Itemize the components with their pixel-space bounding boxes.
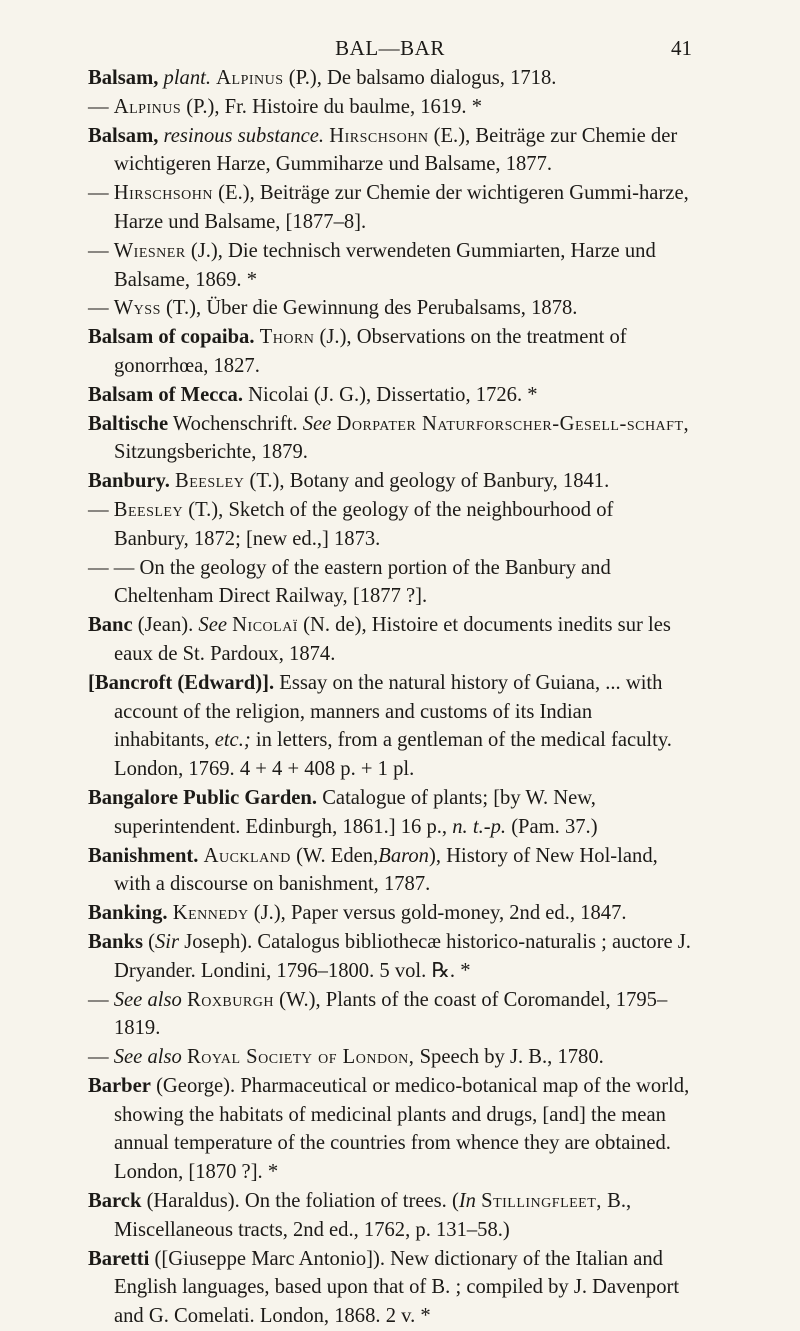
entry-text: (W. Eden,: [296, 844, 379, 867]
entry-text: (J.), Observations on the treatment of gonorrhœa, 1827.: [114, 326, 627, 377]
entry-author: Wyss: [113, 297, 161, 320]
entry-see: See: [198, 614, 227, 637]
entry-text: Joseph). Catalogus bibliothecæ historico-naturalis ; auctore J. Dryander. Londini, 1796–1800. 5 vol. ℞. *: [114, 930, 691, 982]
entry-see: See also: [113, 1046, 182, 1069]
entry: [88, 410, 692, 468]
entry-italic: Baron: [378, 844, 429, 867]
entry-author: Beesley: [175, 470, 245, 493]
entry-heading: Barber: [88, 1074, 151, 1097]
entry-author: Wiesner: [113, 239, 186, 262]
entry-dash: —: [88, 95, 109, 118]
entry-dash: —: [88, 239, 109, 262]
entry: [88, 496, 692, 554]
entry-heading: Bangalore Public Garden.: [88, 786, 318, 809]
entry-author: Hirschsohn: [329, 124, 429, 147]
entry-text: (Jean).: [137, 614, 194, 637]
entry-author: Royal Society of London,: [186, 1046, 415, 1069]
entry-text: (E.), Beiträge zur Chemie der wichtigeren Harze, Gummiharze und Balsame, 1877.: [114, 124, 678, 176]
entry-dash: —: [88, 498, 109, 521]
entry: [88, 64, 692, 93]
entry-heading: Balsam of copaiba.: [88, 326, 255, 349]
entry-dash: —: [88, 988, 109, 1011]
entry-text: (T.), Sketch of the geology of the neighbourhood of Banbury, 1872; [new ed.,] 1873.: [114, 498, 614, 550]
entry: [88, 669, 692, 784]
entry: [88, 554, 692, 612]
entry: [88, 986, 692, 1044]
entry: [88, 294, 692, 323]
entry-dash: —: [88, 297, 109, 320]
entry-author: Alpinus: [216, 67, 284, 89]
entry: [88, 323, 692, 381]
entry-text: On the geology of the eastern portion of the Banbury and Cheltenham Direct Railway, [1877 ?].: [114, 556, 611, 608]
entry: [88, 1245, 692, 1331]
entry-text: Wochenschrift.: [172, 412, 298, 435]
entry: [88, 1187, 692, 1245]
entry-text: (W.), Plants of the coast of Coromandel, 1795–1819.: [114, 988, 668, 1040]
entry-text: ([Giuseppe Marc Antonio]). New dictionary of the Italian and English languages, based upon that of B. ; compiled by J. Davenport and G. Comelati. London, 1868. 2 v. *: [114, 1247, 680, 1328]
entry-text: (T.), Botany and geology of Banbury, 1841.: [249, 470, 610, 493]
entry-author: Auckland: [203, 844, 291, 867]
entry-dash: — —: [88, 556, 135, 579]
entry-author: Roxburgh: [186, 988, 274, 1011]
entry-text: Speech by J. B., 1780.: [419, 1046, 604, 1069]
entry: [88, 179, 692, 237]
entry-italic: In: [458, 1190, 476, 1213]
entry-heading: Banks: [88, 930, 143, 953]
entry-text: (P.), Fr. Histoire du baulme, 1619. *: [186, 95, 483, 118]
page-number: 41: [671, 36, 692, 60]
entry-text: in letters, from a gentleman of the medical faculty. London, 1769. 4 + 4 + 408 p. + 1 pl.: [114, 729, 672, 781]
entry: [88, 237, 692, 295]
entry-author: Kennedy: [172, 902, 249, 925]
entry-text: (George). Pharmaceutical or medico-botanical map of the world, showing the habitats of medicinal plants and drugs, [and] the mean annual temperature of the countries from whence they are obtained. London, [1870 ?]. *: [114, 1074, 690, 1184]
entry-text: Sitzungsberichte, 1879.: [114, 441, 308, 464]
entry-heading: Banking.: [88, 902, 168, 925]
entry-heading: Baltische: [88, 412, 169, 435]
entry-text: (P.), De balsamo dialogus, 1718.: [288, 67, 557, 89]
entry-subheading: plant.: [163, 67, 212, 89]
entry-author: Nicolaï: [232, 614, 298, 637]
running-head: BAL—BAR: [335, 36, 445, 60]
entry-italic: n. t.-p.: [452, 815, 507, 838]
entry-text: (J.), Paper versus gold-money, 2nd ed., 1847.: [253, 902, 627, 925]
entry: [88, 899, 692, 928]
entry-text: (J.), Die technisch verwendeten Gummiarten, Harze und Balsame, 1869. *: [114, 239, 656, 291]
entry: [88, 122, 692, 180]
entry-text: Nicolai (J. G.), Dissertatio, 1726. *: [248, 383, 538, 406]
entry-subheading: resinous substance.: [163, 124, 325, 147]
entry-text: (Haraldus). On the foliation of trees. (: [146, 1190, 459, 1213]
entry-heading: Balsam,: [88, 124, 159, 147]
entry-dash: —: [88, 182, 109, 205]
entry-dash: —: [88, 1046, 109, 1069]
entry-italic: Sir: [154, 930, 180, 953]
entry-text: (Pam. 37.): [511, 815, 598, 838]
entry: [88, 611, 692, 669]
entry-text: Essay on the natural history of Guiana, ... with account of the religion, manners and customs of its Indian inhabitants,: [114, 671, 663, 752]
entry-author: Beesley: [113, 498, 184, 521]
entry-list: [88, 64, 692, 1331]
entry-heading: [Bancroft (Edward)].: [88, 671, 275, 694]
entry-heading: Balsam,: [88, 67, 159, 89]
entry-heading: Baretti: [88, 1247, 150, 1270]
entry-author: Thorn: [259, 326, 315, 349]
entry: [88, 381, 692, 410]
entry-text: B., Miscellaneous tracts, 2nd ed., 1762, p. 131–58.): [114, 1190, 632, 1241]
entry: [88, 928, 692, 986]
entry-heading: Balsam of Mecca.: [88, 383, 243, 406]
entry-author: Dorpater Naturforscher-Gesell-schaft,: [336, 412, 690, 435]
entry-text: (E.), Beiträge zur Chemie der wichtigeren Gummi-harze, Harze und Balsame, [1877–8].: [114, 182, 689, 233]
entry-heading: Banbury.: [88, 470, 170, 493]
entry: [88, 467, 692, 496]
page-header: [88, 36, 692, 62]
entry-text: (N. de), Histoire et documents inedits sur les eaux de St. Pardoux, 1874.: [114, 614, 671, 665]
entry-author: Hirschsohn: [113, 182, 213, 205]
entry: [88, 1072, 692, 1187]
entry: [88, 842, 692, 900]
entry-text: Catalogue of plants; [by W. New, superintendent. Edinburgh, 1861.] 16 p.,: [114, 786, 596, 838]
entry-text: (: [148, 930, 155, 953]
entry-see: See also: [113, 988, 182, 1011]
entry-text: ), History of New Hol-land, with a discourse on banishment, 1787.: [114, 844, 658, 896]
entry-author: Stillingfleet,: [481, 1190, 602, 1213]
entry-author: Alpinus: [113, 95, 182, 118]
entry: [88, 1043, 692, 1072]
entry-see: See: [302, 412, 332, 435]
entry-text: (T.), Über die Gewinnung des Perubalsams, 1878.: [166, 297, 578, 320]
entry: [88, 93, 692, 122]
entry-heading: Barck: [88, 1190, 142, 1213]
entry-heading: Banc: [88, 614, 133, 637]
entry-italic: etc.;: [214, 729, 251, 752]
entry: [88, 784, 692, 842]
entry-heading: Banishment.: [88, 844, 199, 867]
